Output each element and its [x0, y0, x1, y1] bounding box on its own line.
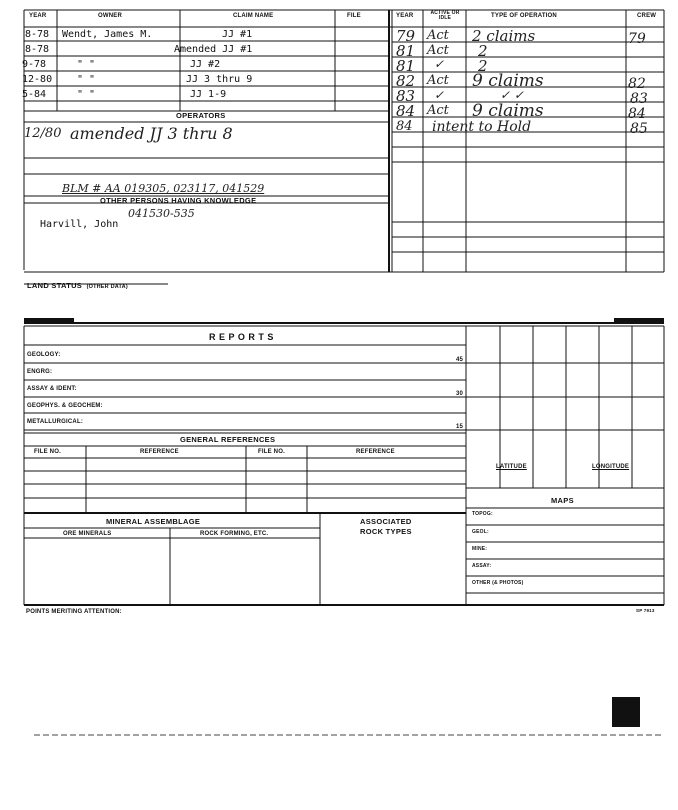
ref-col-file-no-1: FILE NO.: [34, 449, 61, 455]
reports-assay-num: 30: [456, 391, 464, 397]
owner-row-3-claim: JJ #2: [190, 59, 221, 70]
operation-6-year: 84: [396, 102, 416, 120]
operation-3-type: 2: [478, 57, 488, 75]
operation-7-crew: 85: [630, 121, 648, 137]
operation-4-type: 9 claims: [472, 71, 544, 91]
operation-4-year: 82: [396, 72, 416, 90]
ref-col-reference-2: REFERENCE: [356, 449, 395, 455]
owner-row-1-claim: JJ #1: [222, 29, 253, 40]
owner-row-2-claim: Amended JJ #1: [174, 44, 253, 55]
mineral-assemblage-title: MINERAL ASSEMBLAGE: [106, 517, 201, 526]
reports-geology-num: 45: [456, 357, 464, 363]
operation-5-year: 83: [396, 87, 416, 105]
reports-metallurgical-num: 15: [456, 424, 464, 430]
operation-6-type: 9 claims: [472, 101, 544, 121]
blm-numbers: BLM # AA 019305, 023117, 041529: [62, 182, 265, 195]
reports-assay: ASSAY & IDENT:: [27, 386, 77, 392]
header-claim-name: CLAIM NAME: [233, 13, 274, 19]
operation-3-year: 81: [396, 57, 416, 75]
ore-minerals-label: ORE MINERALS: [63, 531, 112, 537]
reports-title: R E P O R T S: [209, 332, 274, 342]
operation-1-crew: 79: [628, 31, 646, 47]
rock-types-label: ROCK TYPES: [360, 527, 412, 536]
header-active-or-idle: ACTIVE OR IDLE: [430, 10, 460, 21]
owner-row-4-claim: JJ 3 thru 9: [186, 74, 253, 85]
header-crew: CREW: [637, 13, 657, 19]
header-year-right: YEAR: [396, 13, 414, 19]
owner-row-5-claim: JJ 1-9: [190, 89, 227, 100]
maps-assay: ASSAY:: [472, 563, 492, 569]
maps-mine: MINE:: [472, 546, 488, 552]
owner-row-1-owner: Wendt, James M.: [62, 29, 153, 40]
reports-geology: GEOLOGY:: [27, 352, 61, 358]
operation-2-type: 2: [478, 42, 488, 60]
other-person-name: Harvill, John: [40, 219, 119, 230]
maps-geol: GEOL:: [472, 529, 489, 535]
general-references-title: GENERAL REFERENCES: [180, 435, 276, 444]
land-status-heading: [27, 276, 128, 292]
operator-entry-text: amended JJ 3 thru 8: [70, 124, 233, 143]
operation-1-year: 79: [396, 27, 416, 45]
operation-5-status: ✓: [434, 88, 445, 102]
operation-5-crew: 83: [630, 91, 648, 107]
owner-row-4-owner: " ": [77, 74, 96, 85]
reports-engrg: ENGRG:: [27, 369, 53, 375]
rock-forming-label: ROCK FORMING, ETC.: [200, 531, 269, 537]
land-status-sub: (OTHER DATA): [86, 284, 128, 290]
form-code: SP 7913: [636, 608, 655, 613]
operation-4-status: Act: [427, 73, 449, 88]
owner-row-3-owner: " ": [77, 59, 96, 70]
operation-5-type: ✓ ✓: [500, 88, 524, 102]
header-type-of-operation: TYPE OF OPERATION: [491, 13, 557, 19]
operators-label: OPERATORS: [176, 111, 226, 120]
operation-2-year: 81: [396, 42, 416, 60]
operation-1-status: Act: [427, 28, 449, 43]
reports-geophys: GEOPHYS. & GEOCHEM:: [27, 403, 103, 409]
operation-2-status: Act: [427, 43, 449, 58]
operation-7-year: 84: [396, 119, 413, 134]
associated-label: ASSOCIATED: [360, 517, 412, 526]
operation-1-type: 2 claims: [472, 27, 536, 45]
owner-row-2-year: 8-78: [25, 44, 50, 55]
blm-numbers-2: 041530-535: [128, 207, 195, 220]
operator-entry-year: 12/80: [24, 126, 62, 141]
land-status-label: LAND STATUS: [27, 281, 83, 290]
header-file: FILE: [347, 13, 361, 19]
header-year: YEAR: [29, 13, 47, 19]
operation-3-status: ✓: [434, 57, 445, 71]
maps-topog: TOPOG:: [472, 511, 493, 517]
owner-row-5-owner: " ": [77, 89, 96, 100]
points-meriting-attention: POINTS MERITING ATTENTION:: [26, 609, 122, 615]
owner-row-1-year: 8-78: [25, 29, 50, 40]
other-persons-label: OTHER PERSONS HAVING KNOWLEDGE: [100, 196, 257, 205]
owner-row-4-year: 12-80: [22, 74, 53, 85]
operation-6-crew: 84: [628, 106, 646, 122]
maps-title: MAPS: [551, 496, 574, 505]
ref-col-reference-1: REFERENCE: [140, 449, 179, 455]
owner-row-3-year: 9-78: [22, 59, 47, 70]
longitude-label: LONGITUDE: [592, 464, 630, 470]
maps-other: OTHER (& PHOTOS): [472, 580, 524, 586]
header-owner: OWNER: [98, 13, 122, 19]
reports-metallurgical: METALLURGICAL:: [27, 419, 84, 425]
latitude-label: LATITUDE: [496, 464, 527, 470]
operation-7-type: intent to Hold: [432, 119, 532, 135]
operation-6-status: Act: [427, 103, 449, 118]
owner-row-5-year: 5-84: [22, 89, 47, 100]
ref-col-file-no-2: FILE NO.: [258, 449, 285, 455]
operation-4-crew: 82: [628, 76, 646, 92]
